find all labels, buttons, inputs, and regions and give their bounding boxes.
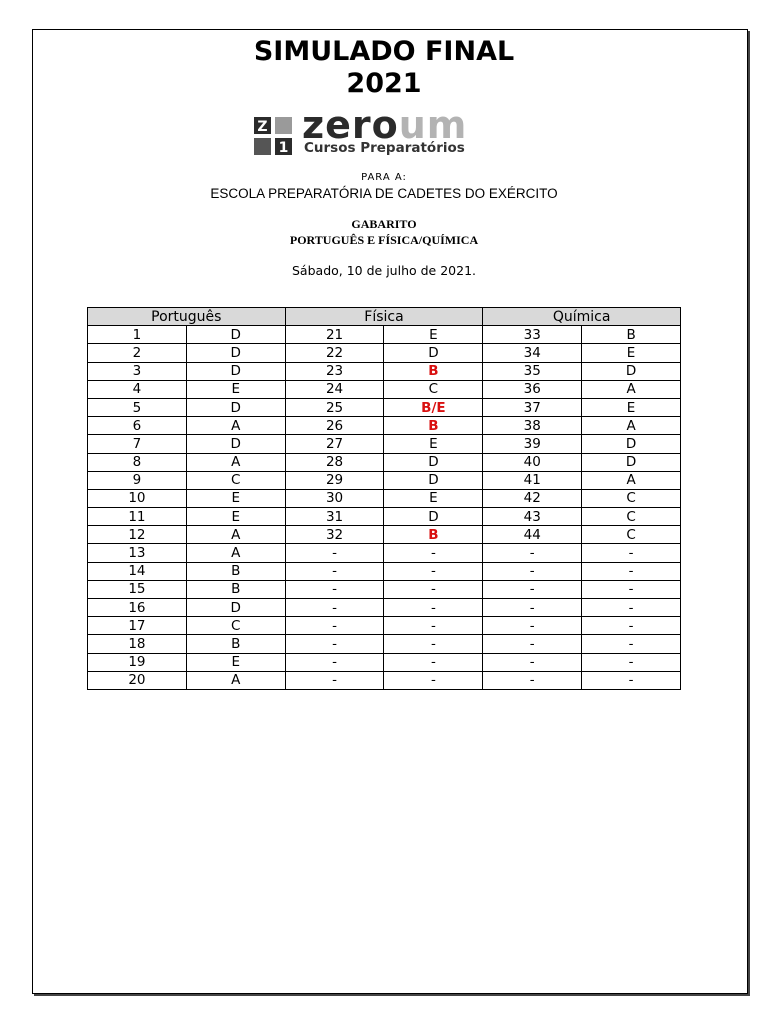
table-row (88, 653, 681, 671)
table-row (88, 344, 681, 362)
logo-word-um: um (398, 103, 468, 147)
table-row (88, 453, 681, 471)
quimica-answer-cell: D (582, 453, 681, 471)
fisica-number-cell: 28 (285, 453, 384, 471)
quimica-number-cell: 37 (483, 398, 582, 416)
fisica-number-cell: - (285, 544, 384, 562)
quimica-answer-cell: A (582, 471, 681, 489)
quimica-number-cell: - (483, 562, 582, 580)
quimica-answer-cell: - (582, 617, 681, 635)
fisica-answer-cell: B/E (384, 398, 483, 416)
table-row (88, 326, 681, 344)
quimica-answer-cell: - (582, 635, 681, 653)
fisica-answer-cell: - (384, 671, 483, 689)
subjects-heading: PORTUGUÊS E FÍSICA/QUÍMICA (289, 233, 479, 247)
quimica-number-cell: 39 (483, 435, 582, 453)
fisica-number-cell: - (285, 635, 384, 653)
fisica-answer-cell: D (384, 453, 483, 471)
quimica-number-cell: - (483, 635, 582, 653)
fisica-answer-cell: - (384, 617, 483, 635)
quimica-answer-cell: - (582, 653, 681, 671)
fisica-number-cell: - (285, 671, 384, 689)
quimica-number-cell: 41 (483, 471, 582, 489)
quimica-number-cell: 33 (483, 326, 582, 344)
table-header-row (88, 308, 681, 326)
quimica-number-cell: 36 (483, 380, 582, 398)
fisica-answer-cell: - (384, 653, 483, 671)
portugues-number-cell: 7 (88, 435, 187, 453)
mark-bottom-digit: 1 (278, 140, 289, 155)
mark-top-letter: Z (257, 119, 268, 135)
quimica-answer-cell: - (582, 562, 681, 580)
quimica-number-cell: 38 (483, 417, 582, 435)
portugues-answer-cell: A (186, 453, 285, 471)
header-quimica: Química (483, 308, 681, 326)
quimica-answer-cell: C (582, 489, 681, 507)
table-row (88, 471, 681, 489)
page-title-year: 2021 (346, 68, 422, 99)
portugues-answer-cell: B (186, 562, 285, 580)
quimica-number-cell: - (483, 599, 582, 617)
table-row (88, 599, 681, 617)
quimica-answer-cell: - (582, 544, 681, 562)
quimica-answer-cell: - (582, 580, 681, 598)
portugues-answer-cell: E (186, 489, 285, 507)
fisica-answer-cell: - (384, 544, 483, 562)
portugues-number-cell: 10 (88, 489, 187, 507)
quimica-number-cell: 35 (483, 362, 582, 380)
portugues-answer-cell: A (186, 417, 285, 435)
fisica-number-cell: - (285, 580, 384, 598)
table-row (88, 671, 681, 689)
fisica-answer-cell: - (384, 635, 483, 653)
header-portugues: Português (88, 308, 286, 326)
table-row (88, 544, 681, 562)
quimica-answer-cell: B (582, 326, 681, 344)
quimica-answer-cell: A (582, 417, 681, 435)
quimica-answer-cell: C (582, 526, 681, 544)
portugues-number-cell: 4 (88, 380, 187, 398)
quimica-number-cell: 43 (483, 508, 582, 526)
logo-tagline: Cursos Preparatórios (304, 140, 465, 156)
quimica-number-cell: - (483, 544, 582, 562)
quimica-number-cell: 34 (483, 344, 582, 362)
quimica-number-cell: 40 (483, 453, 582, 471)
fisica-answer-cell: C (384, 380, 483, 398)
table-row (88, 417, 681, 435)
table-row (88, 398, 681, 416)
fisica-number-cell: 21 (285, 326, 384, 344)
fisica-number-cell: 24 (285, 380, 384, 398)
portugues-answer-cell: E (186, 508, 285, 526)
fisica-number-cell: 32 (285, 526, 384, 544)
portugues-answer-cell: D (186, 398, 285, 416)
portugues-number-cell: 3 (88, 362, 187, 380)
page-title: SIMULADO FINAL (253, 36, 515, 67)
fisica-number-cell: 30 (285, 489, 384, 507)
table-row (88, 526, 681, 544)
quimica-answer-cell: - (582, 671, 681, 689)
portugues-number-cell: 16 (88, 599, 187, 617)
quimica-answer-cell: D (582, 362, 681, 380)
fisica-answer-cell: B (384, 417, 483, 435)
fisica-number-cell: 22 (285, 344, 384, 362)
portugues-number-cell: 13 (88, 544, 187, 562)
header-fisica: Física (285, 308, 483, 326)
table-row (88, 489, 681, 507)
portugues-number-cell: 15 (88, 580, 187, 598)
fisica-answer-cell: - (384, 599, 483, 617)
fisica-answer-cell: E (384, 326, 483, 344)
portugues-answer-cell: C (186, 617, 285, 635)
fisica-answer-cell: E (384, 435, 483, 453)
logo-word-zero: zero (302, 103, 399, 147)
fisica-number-cell: - (285, 562, 384, 580)
table-row (88, 562, 681, 580)
exam-date: Sábado, 10 de julho de 2021. (292, 263, 476, 278)
portugues-answer-cell: B (186, 635, 285, 653)
fisica-answer-cell: B (384, 362, 483, 380)
portugues-number-cell: 8 (88, 453, 187, 471)
portugues-answer-cell: C (186, 471, 285, 489)
quimica-answer-cell: E (582, 344, 681, 362)
quimica-number-cell: - (483, 617, 582, 635)
portugues-number-cell: 19 (88, 653, 187, 671)
fisica-number-cell: 27 (285, 435, 384, 453)
quimica-answer-cell: E (582, 398, 681, 416)
zeroum-mark-icon (254, 117, 292, 155)
quimica-answer-cell: C (582, 508, 681, 526)
quimica-number-cell: 42 (483, 489, 582, 507)
fisica-answer-cell: B (384, 526, 483, 544)
portugues-answer-cell: B (186, 580, 285, 598)
fisica-number-cell: 23 (285, 362, 384, 380)
gabarito-heading: GABARITO (351, 217, 417, 231)
quimica-answer-cell: A (582, 380, 681, 398)
zeroum-logo (254, 103, 516, 157)
answer-key-table (87, 307, 681, 690)
table-row (88, 580, 681, 598)
quimica-number-cell: - (483, 671, 582, 689)
portugues-number-cell: 5 (88, 398, 187, 416)
portugues-number-cell: 14 (88, 562, 187, 580)
table-row (88, 617, 681, 635)
portugues-number-cell: 17 (88, 617, 187, 635)
quimica-number-cell: 44 (483, 526, 582, 544)
table-row (88, 635, 681, 653)
fisica-number-cell: - (285, 617, 384, 635)
para-label: PARA A: (361, 172, 407, 183)
portugues-answer-cell: D (186, 362, 285, 380)
fisica-number-cell: 31 (285, 508, 384, 526)
portugues-answer-cell: D (186, 344, 285, 362)
fisica-answer-cell: D (384, 344, 483, 362)
fisica-number-cell: 25 (285, 398, 384, 416)
fisica-answer-cell: - (384, 580, 483, 598)
portugues-answer-cell: D (186, 326, 285, 344)
portugues-answer-cell: A (186, 526, 285, 544)
portugues-answer-cell: D (186, 599, 285, 617)
table-row (88, 362, 681, 380)
fisica-answer-cell: - (384, 562, 483, 580)
fisica-answer-cell: D (384, 508, 483, 526)
portugues-number-cell: 20 (88, 671, 187, 689)
quimica-number-cell: - (483, 653, 582, 671)
portugues-number-cell: 9 (88, 471, 187, 489)
portugues-number-cell: 6 (88, 417, 187, 435)
portugues-number-cell: 11 (88, 508, 187, 526)
table-row (88, 435, 681, 453)
portugues-number-cell: 18 (88, 635, 187, 653)
fisica-number-cell: 29 (285, 471, 384, 489)
portugues-number-cell: 12 (88, 526, 187, 544)
quimica-answer-cell: D (582, 435, 681, 453)
fisica-number-cell: - (285, 653, 384, 671)
portugues-answer-cell: A (186, 671, 285, 689)
answer-rows (88, 326, 681, 690)
fisica-answer-cell: E (384, 489, 483, 507)
portugues-answer-cell: D (186, 435, 285, 453)
portugues-number-cell: 1 (88, 326, 187, 344)
portugues-answer-cell: E (186, 653, 285, 671)
table-row (88, 508, 681, 526)
quimica-number-cell: - (483, 580, 582, 598)
fisica-answer-cell: D (384, 471, 483, 489)
portugues-answer-cell: E (186, 380, 285, 398)
portugues-number-cell: 2 (88, 344, 187, 362)
table-row (88, 380, 681, 398)
quimica-answer-cell: - (582, 599, 681, 617)
fisica-number-cell: - (285, 599, 384, 617)
fisica-number-cell: 26 (285, 417, 384, 435)
portugues-answer-cell: A (186, 544, 285, 562)
school-name: ESCOLA PREPARATÓRIA DE CADETES DO EXÉRCITO (210, 186, 558, 201)
